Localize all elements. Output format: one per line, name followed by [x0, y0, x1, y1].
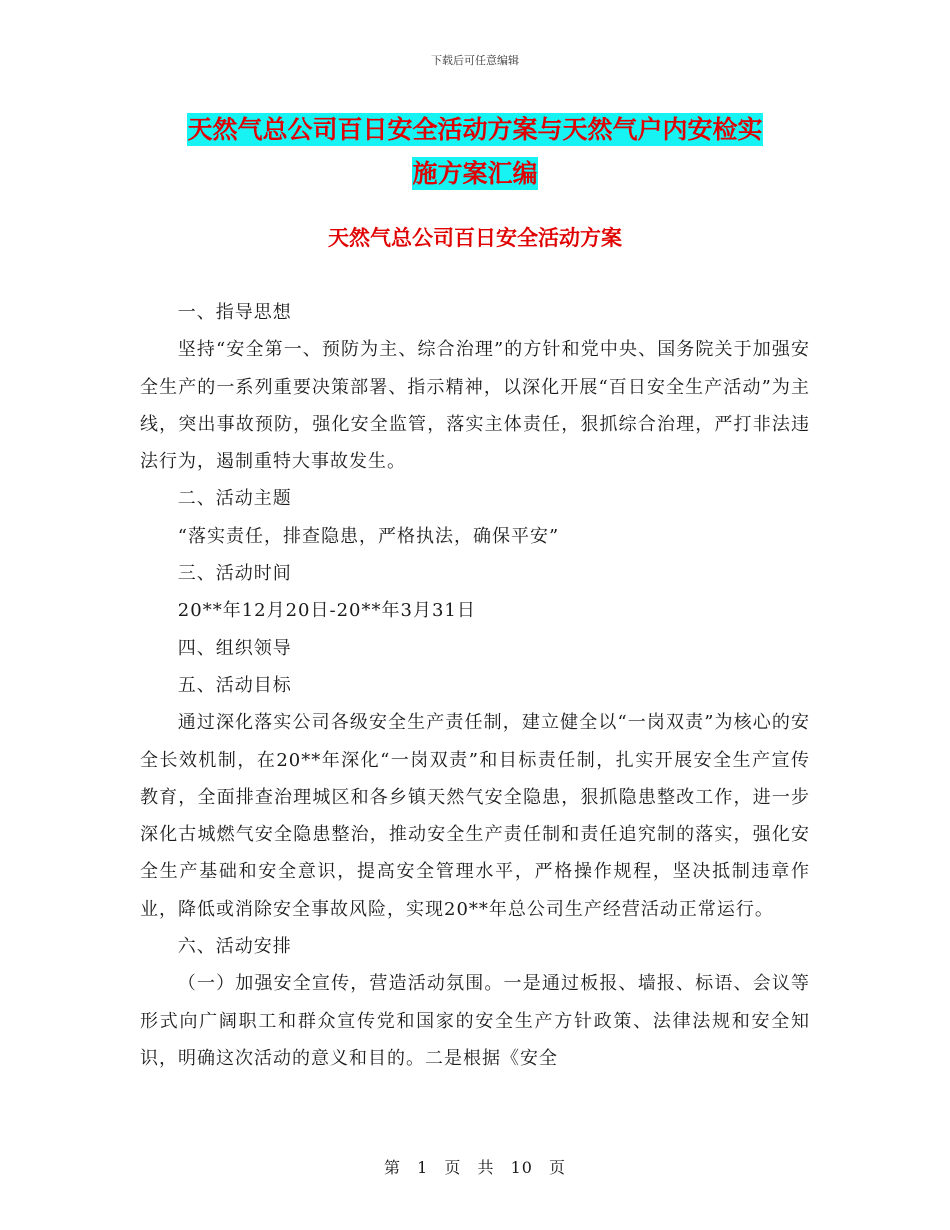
title-line-2: 施方案汇编: [412, 159, 538, 188]
page-footer: [0, 1155, 950, 1178]
heading-activity-arrangement: 六、活动安排: [177, 936, 292, 958]
paragraph-arrangement-1: （一）加强安全宣传，营造活动氛围。一是通过板报、墙报、标语、会议等形式向广阔职工和群众宣传党和国家的安全生产方针政策、法律法规和安全知识，明确这次活动的意义和目的。二是根据《安全: [140, 973, 810, 1069]
heading-guiding-ideology: 一、指导思想: [177, 302, 292, 323]
header-note: 下载后可任意编辑: [431, 54, 519, 67]
heading-activity-time: 三、活动时间: [177, 563, 292, 585]
total-pages: 10: [510, 1158, 533, 1177]
paragraph-guiding-ideology: 坚持“安全第一、预防为主、综合治理”的方针和党中央、国务院关于加强安全生产的一系列重要决策部署、指示精神，以深化开展“百日安全生产活动”为主线，突出事故预防，强化安全监管，落实主体责任，狠抓综合治理，严打非法违法行为，遏制重特大事故发生。: [140, 339, 810, 473]
heading-organization: 四、组织领导: [177, 637, 292, 659]
page-label-pre: 第: [383, 1158, 401, 1177]
document-body: [140, 294, 810, 1077]
paragraph-activity-goals: 通过深化落实公司各级安全生产责任制，建立健全以“一岗双责”为核心的安全长效机制，在20**年深化“一岗双责”和目标责任制，扎实开展安全生产宣传教育，全面排查治理城区和各乡镇天然气安全隐患，狠抓隐患整改工作，进一步深化古城燃气安全隐患整治，推动安全生产责任制和责任追究制的落实，强化安全生产基础和安全意识，提高安全管理水平，严格操作规程，坚决抵制违章作业，降低或消除安全事故风险，实现20**年总公司生产经营活动正常运行。: [140, 712, 810, 920]
document-title: [140, 108, 810, 196]
heading-activity-goals: 五、活动目标: [177, 674, 292, 696]
page-label-mid: 页: [444, 1158, 462, 1177]
paragraph-activity-theme: “落实责任，排查隐患，严格执法，确保平安”: [177, 525, 560, 547]
page-number: 1: [417, 1158, 429, 1177]
page-label-post: 页: [549, 1158, 567, 1177]
total-label: 共: [477, 1158, 495, 1177]
heading-activity-theme: 二、活动主题: [177, 488, 292, 510]
section-title: 天然气总公司百日安全活动方案: [328, 226, 622, 250]
title-line-1: 天然气总公司百日安全活动方案与天然气户内安检实: [187, 115, 763, 144]
paragraph-activity-time: 20**年12月20日-20**年3月31日: [177, 600, 476, 622]
